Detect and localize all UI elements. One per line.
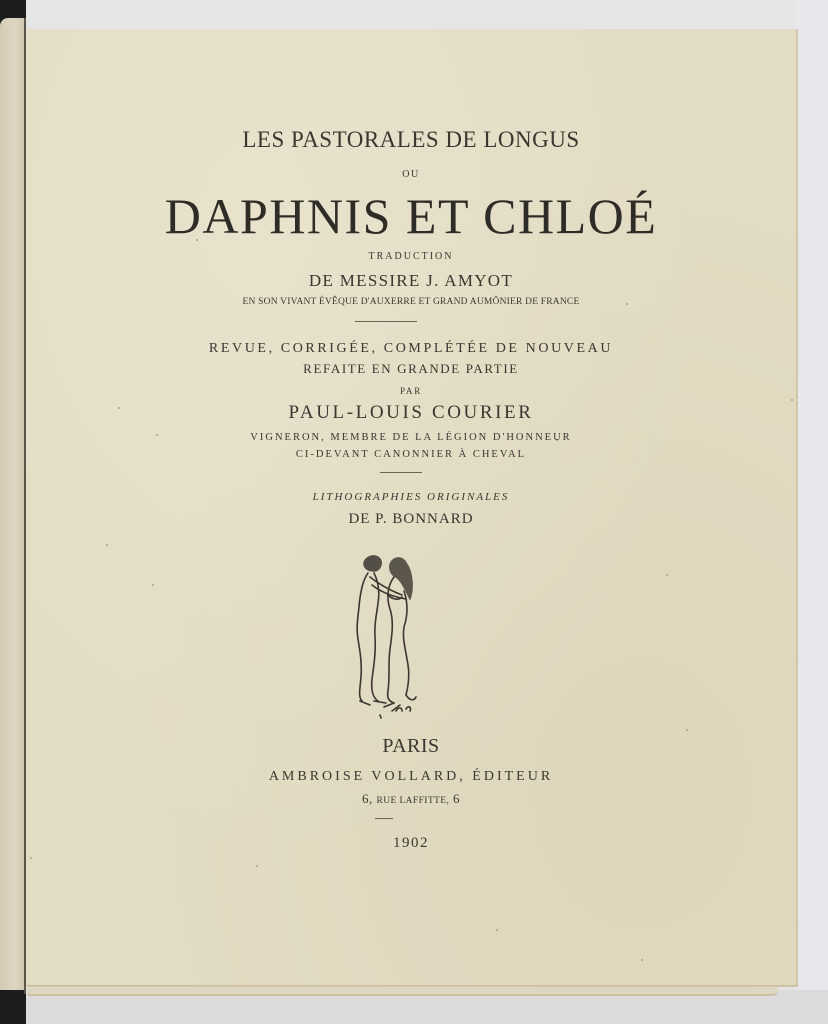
divider-rule <box>355 321 417 322</box>
paper-speck <box>641 959 643 961</box>
translation-label: TRADUCTION <box>368 251 454 262</box>
paper-speck <box>152 584 154 586</box>
paper-speck <box>106 544 108 546</box>
vignette-embracing-figures-illustration <box>344 551 428 719</box>
editor-description-2: CI-DEVANT CANONNIER À CHEVAL <box>295 449 527 460</box>
address-number-left: 6, <box>361 791 373 806</box>
paper-speck <box>686 729 688 731</box>
revision-line-2: REFAITE EN GRANDE PARTIE <box>303 361 519 376</box>
editor-name: PAUL-LOUIS COURIER <box>288 402 534 423</box>
publication-city: PARIS <box>382 735 440 757</box>
main-title: DAPHNIS ET CHLOÉ <box>164 188 658 244</box>
illustrations-label: LITHOGRAPHIES ORIGINALES <box>312 491 510 503</box>
series-title: LES PASTORALES DE LONGUS <box>242 127 580 152</box>
publisher-name: AMBROISE VOLLARD, ÉDITEUR <box>268 769 554 784</box>
title-page <box>26 29 797 986</box>
revision-line-1: REVUE, CORRIGÉE, COMPLÉTÉE DE NOUVEAU <box>208 341 614 356</box>
address-street: RUE LAFFITTE, <box>376 796 450 806</box>
paper-speck <box>256 865 258 867</box>
editor-description-1: VIGNERON, MEMBRE DE LA LÉGION D'HONNEUR <box>250 432 572 443</box>
by-label: PAR <box>399 386 423 396</box>
publication-year: 1902 <box>393 835 429 851</box>
paper-speck <box>30 857 32 859</box>
publisher-address <box>26 791 796 807</box>
address-number-right: 6 <box>453 791 460 806</box>
divider-rule <box>380 472 422 473</box>
paper-speck <box>791 399 793 401</box>
paper-speck <box>496 929 498 931</box>
illustrator-name: DE P. BONNARD <box>348 511 474 527</box>
scan-background-right <box>796 0 828 1024</box>
previous-page-edge <box>0 18 24 990</box>
divider-rule <box>375 818 393 819</box>
translator-description: EN SON VIVANT ÉVÊQUE D'AUXERRE ET GRAND AUMÔNIER DE FRANCE <box>242 297 580 307</box>
translator-name: DE MESSIRE J. AMYOT <box>308 271 514 290</box>
scan-background-top <box>0 0 828 30</box>
paper-speck <box>666 574 668 576</box>
conjunction: OU <box>402 169 420 180</box>
